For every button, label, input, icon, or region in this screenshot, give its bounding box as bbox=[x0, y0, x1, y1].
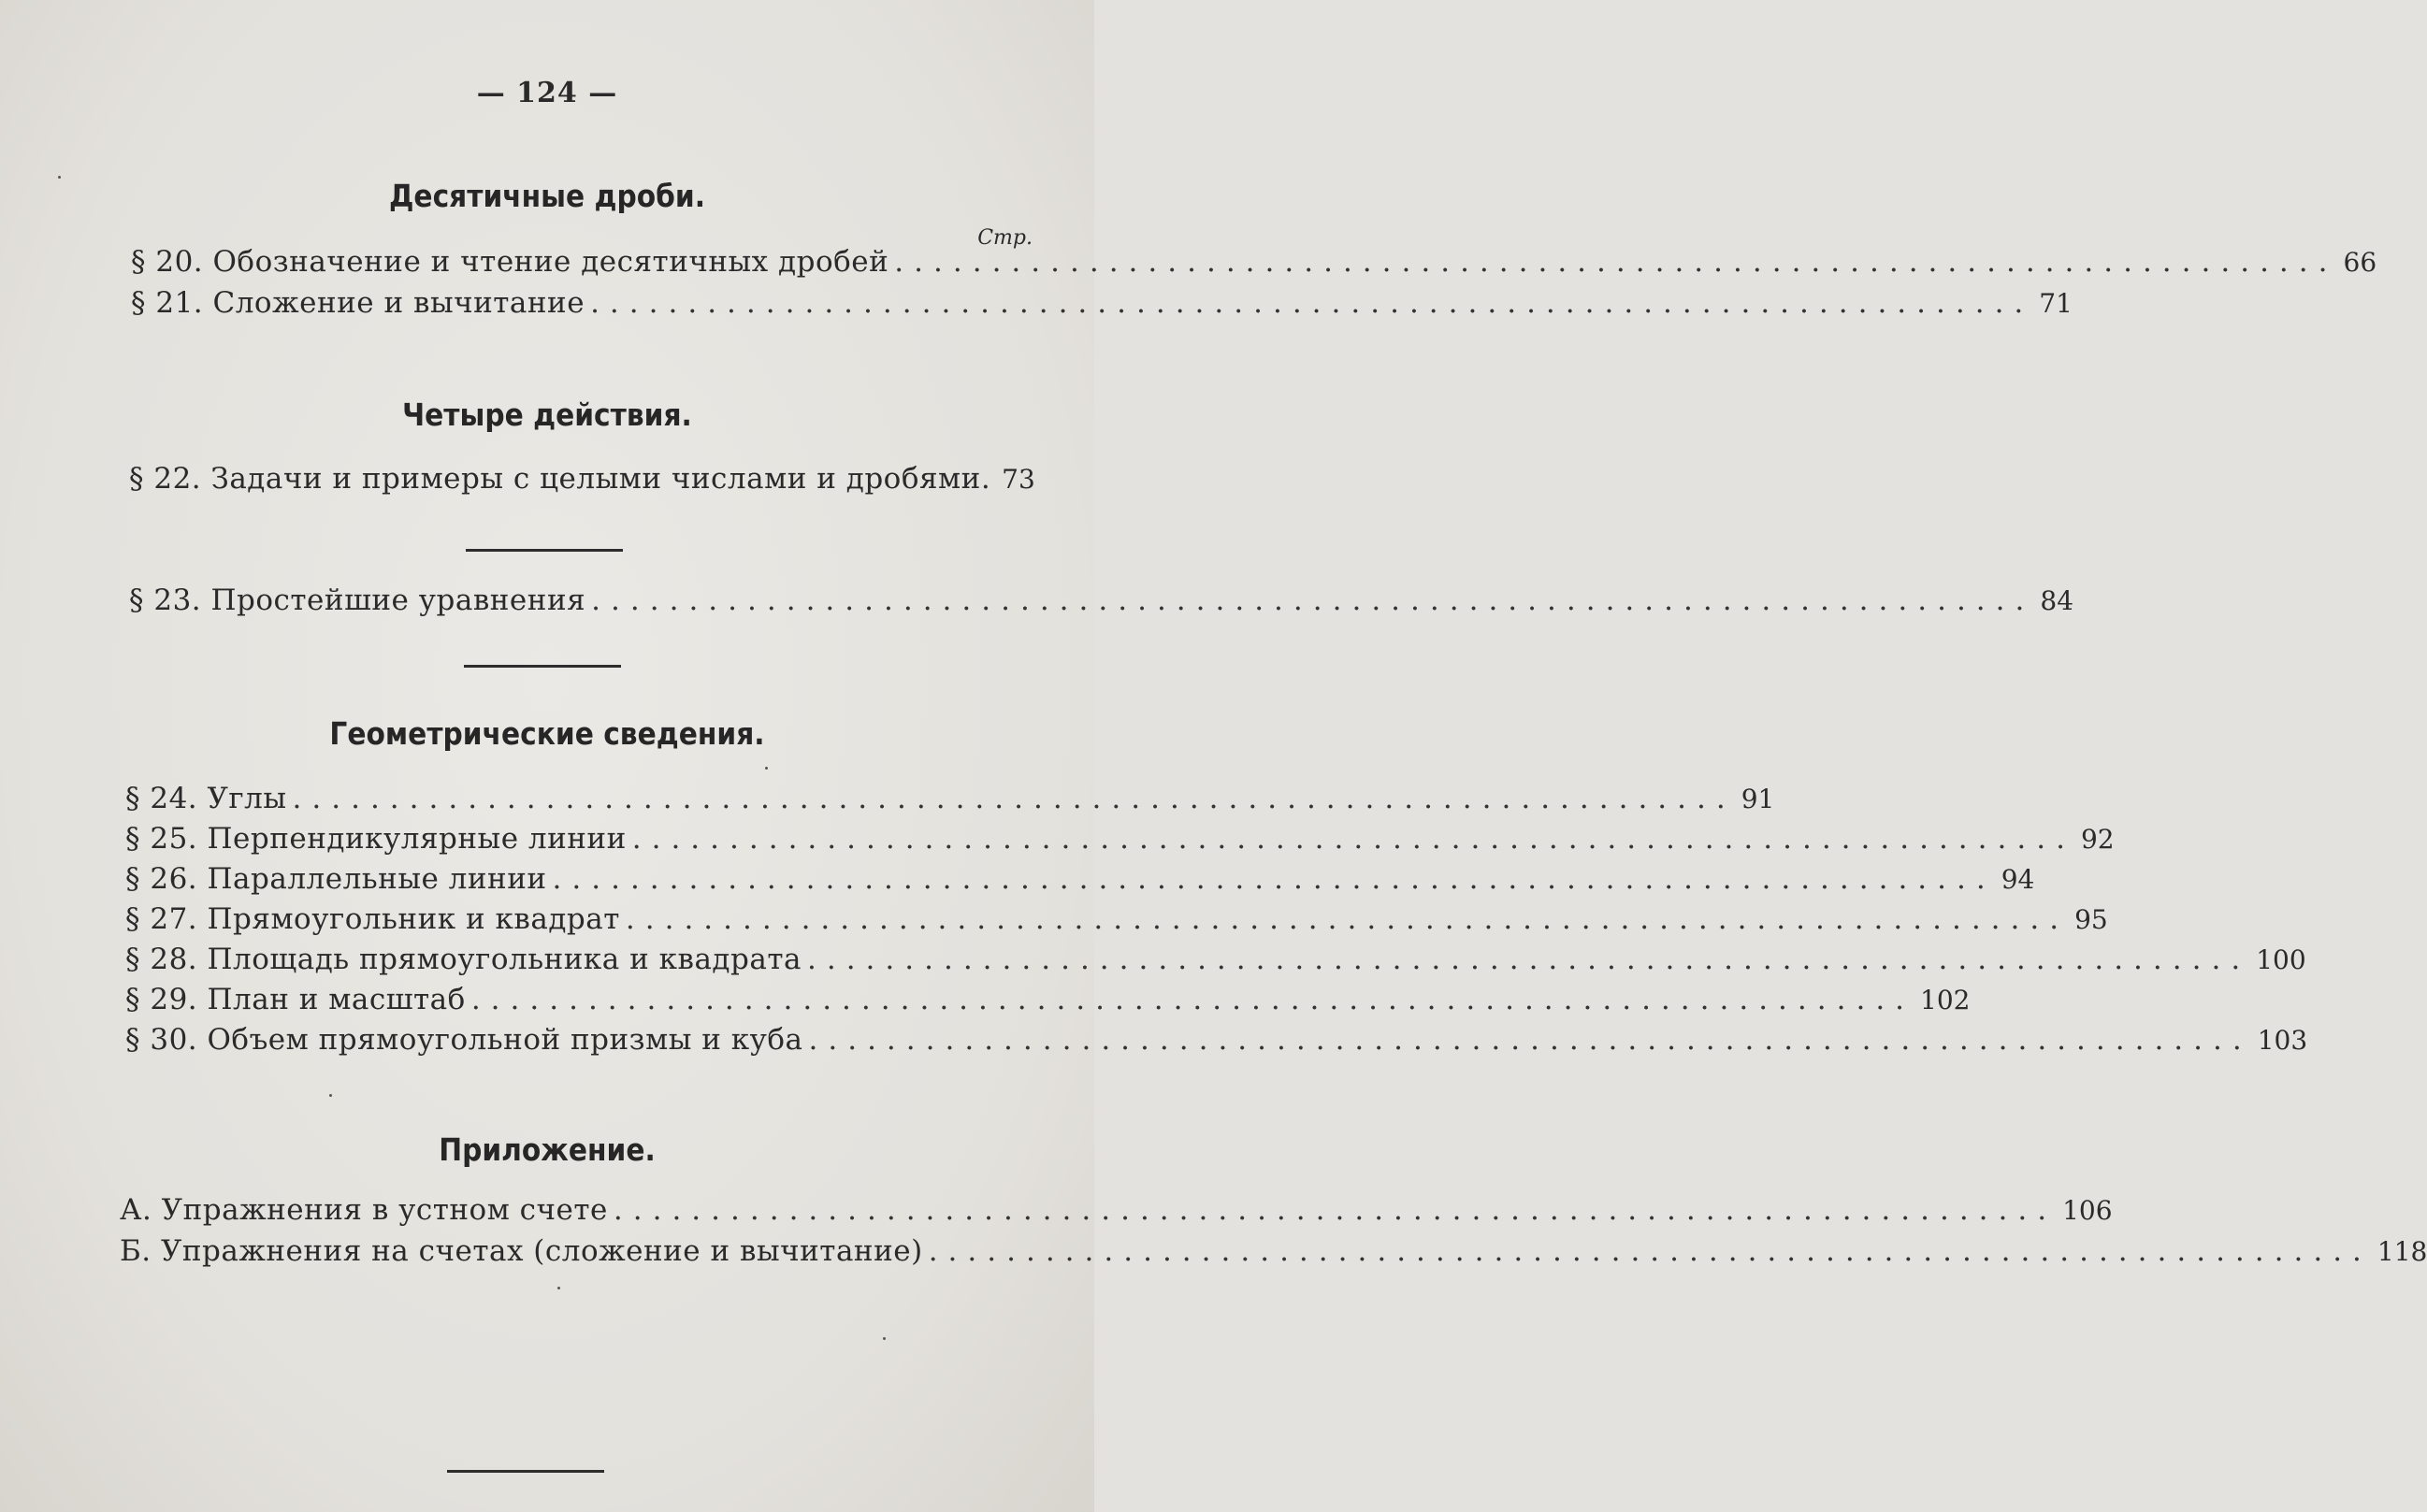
dot-leader: .......................................................................... bbox=[631, 822, 2075, 856]
paper-speck bbox=[883, 1337, 886, 1340]
dot-leader: .......................................................................... bbox=[894, 245, 2338, 279]
toc-entry-title: § 22. Задачи и примеры с целыми числами и дробями. bbox=[129, 462, 991, 496]
toc-entry-title: § 21. Сложение и вычитание bbox=[131, 286, 585, 320]
toc-entry-title: § 28. Площадь прямоугольника и квадрата bbox=[125, 943, 802, 976]
paper-speck bbox=[329, 1094, 332, 1097]
toc-entry-page: 92 bbox=[2080, 824, 2115, 855]
toc-entry-title: § 30. Объем прямоугольной призмы и куба bbox=[125, 1023, 803, 1057]
toc-entry-title: А. Упражнения в устном счете bbox=[120, 1193, 608, 1227]
dot-leader: .......................................................................... bbox=[808, 1023, 2252, 1057]
toc-entry-title: § 27. Прямоугольник и квадрат bbox=[125, 902, 620, 936]
dot-leader: .......................................................................... bbox=[591, 583, 2035, 617]
toc-entry-page: 95 bbox=[2074, 904, 2108, 935]
toc-entry-page: 66 bbox=[2343, 247, 2377, 278]
dot-leader: .......................................................................... bbox=[470, 983, 1915, 1016]
page-column-label: Стр. bbox=[977, 226, 1033, 250]
toc-entry bbox=[125, 862, 2035, 896]
divider bbox=[464, 665, 621, 668]
toc-entry bbox=[129, 462, 1035, 496]
toc-entry bbox=[125, 943, 2306, 976]
dot-leader: .......................................................................... bbox=[928, 1234, 2372, 1268]
section-heading-appendix: Приложение. bbox=[439, 1131, 656, 1168]
toc-entry-page: 71 bbox=[2039, 288, 2073, 319]
toc-entry bbox=[125, 822, 2115, 856]
toc-entry bbox=[131, 245, 2377, 279]
section-heading-four-operations: Четыре действия. bbox=[402, 396, 692, 433]
toc-entry bbox=[125, 983, 1971, 1016]
toc-entry bbox=[120, 1193, 2113, 1227]
toc-entry bbox=[120, 1234, 2427, 1268]
paper-speck bbox=[557, 1287, 560, 1289]
toc-entry-title: § 20. Обозначение и чтение десятичных дробей bbox=[131, 245, 889, 279]
paper-speck bbox=[58, 176, 61, 179]
dot-leader: .......................................................................... bbox=[625, 902, 2070, 936]
toc-entry-page: 118 bbox=[2376, 1236, 2427, 1267]
page-number: — 124 — bbox=[476, 77, 618, 109]
toc-entry-page: 84 bbox=[2040, 585, 2074, 616]
toc-entry bbox=[125, 1023, 2308, 1057]
toc-entry-title: § 24. Углы bbox=[125, 782, 287, 815]
toc-entry bbox=[125, 902, 2108, 936]
dot-leader: .......................................................................... bbox=[292, 782, 1736, 815]
dot-leader: .......................................................................... bbox=[590, 286, 2034, 320]
toc-entry-title: § 29. План и масштаб bbox=[125, 983, 466, 1016]
section-heading-decimal-fractions: Десятичные дроби. bbox=[388, 178, 706, 214]
toc-entry-title: § 25. Перпендикулярные линии bbox=[125, 822, 627, 856]
section-heading-geometry: Геометрические сведения. bbox=[329, 715, 765, 752]
toc-entry-page: 102 bbox=[1920, 985, 1971, 1015]
toc-entry bbox=[129, 583, 2074, 617]
paper-speck bbox=[765, 767, 768, 770]
toc-entry-title: § 23. Простейшие уравнения bbox=[129, 583, 586, 617]
toc-entry-page: 91 bbox=[1741, 784, 1775, 814]
toc-entry-page: 94 bbox=[2001, 864, 2035, 895]
toc-entry-page: 106 bbox=[2062, 1195, 2113, 1226]
dot-leader: .......................................................................... bbox=[552, 862, 1996, 896]
toc-entry bbox=[125, 782, 1775, 815]
toc-entry-title: Б. Упражнения на счетах (сложение и вычитание) bbox=[120, 1234, 923, 1268]
toc-entry-page: 100 bbox=[2256, 944, 2306, 975]
dot-leader: .......................................................................... bbox=[613, 1193, 2058, 1227]
toc-entry-page: 73 bbox=[1002, 464, 1035, 495]
divider bbox=[447, 1470, 604, 1473]
toc-entry-page: 103 bbox=[2257, 1025, 2308, 1056]
divider bbox=[466, 549, 623, 552]
toc-entry bbox=[131, 286, 2073, 320]
dot-leader: .......................................................................... bbox=[806, 943, 2251, 976]
toc-entry-title: § 26. Параллельные линии bbox=[125, 862, 547, 896]
